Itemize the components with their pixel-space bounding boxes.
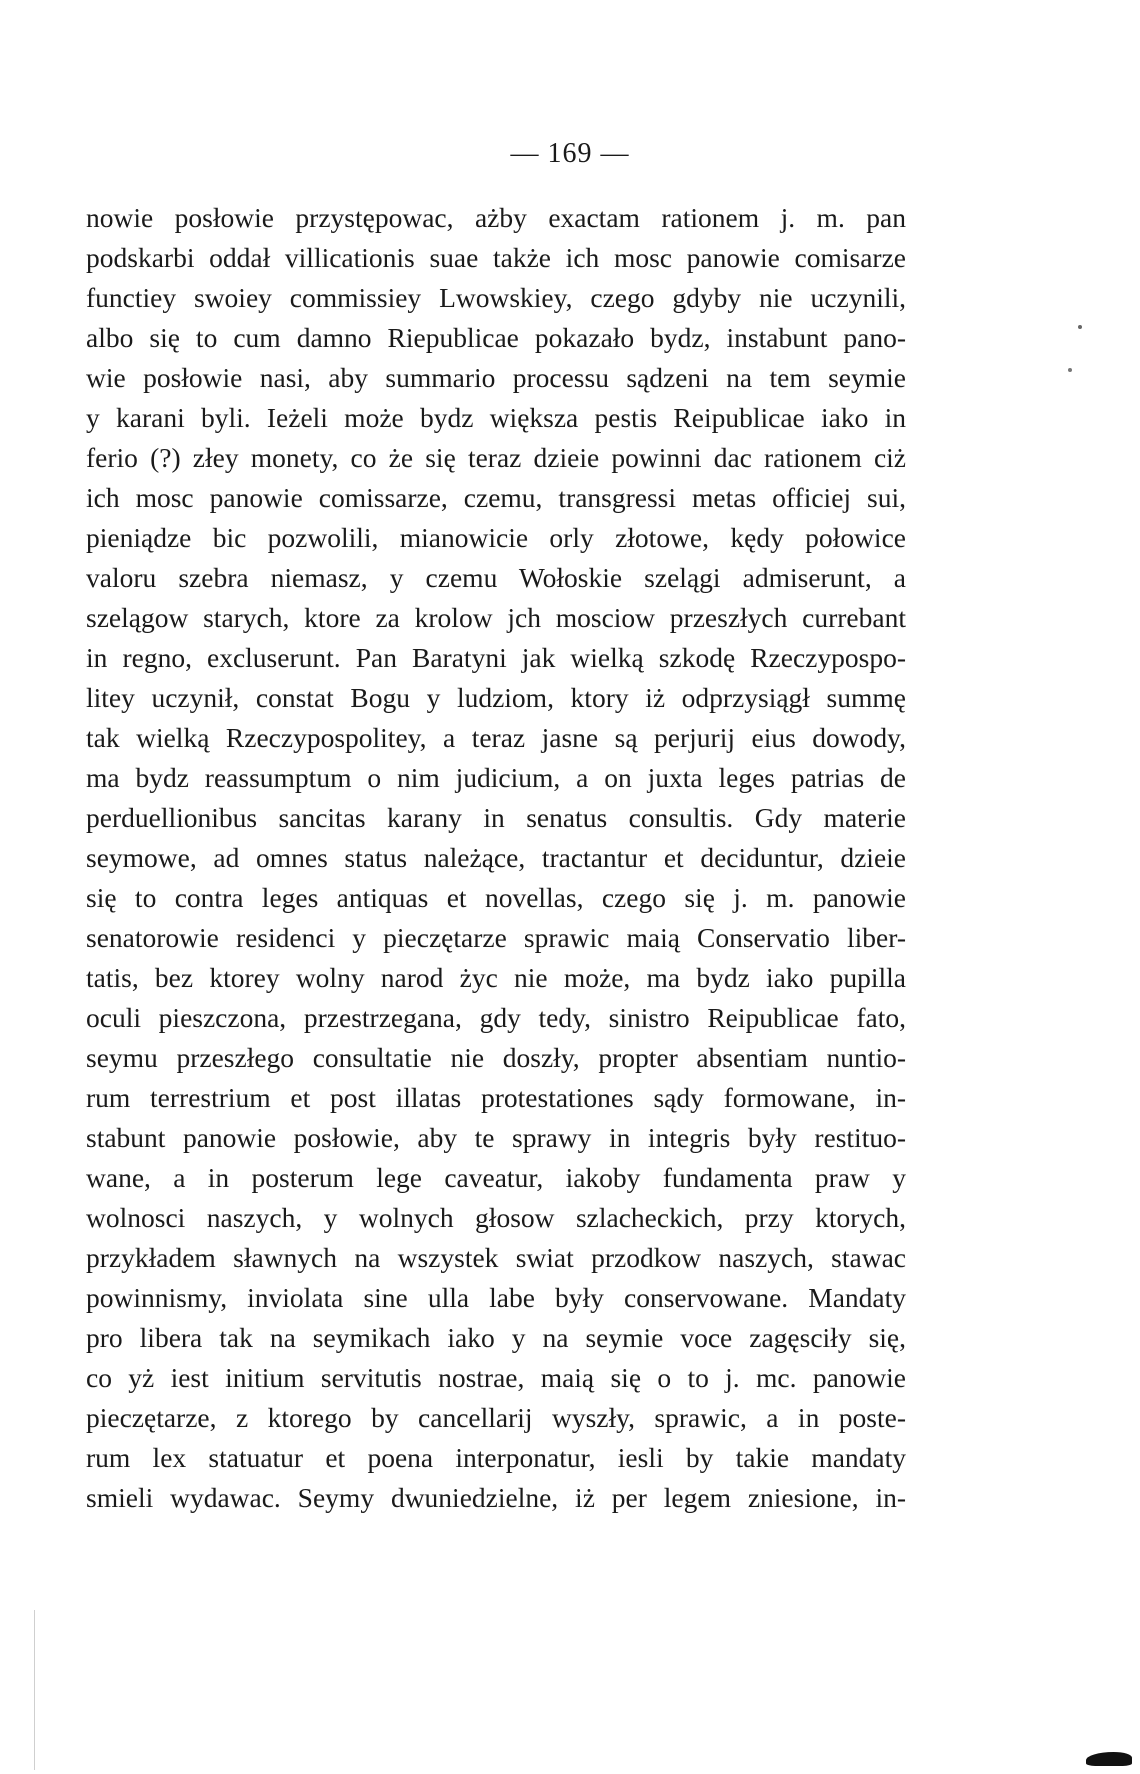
text-line: seymowe, ad omnes status należące, tractantur et deciduntur, dzieie [86,842,906,873]
text-line: senatorowie residenci y pieczętarze sprawic maią Conservatio liber- [86,922,906,953]
text-line: nowie posłowie przystępowac, ażby exactam rationem j. m. pan [86,202,906,233]
scan-edge-line [34,1610,35,1770]
text-line: wolnosci naszych, y wolnych głosow szlacheckich, przy ktorych, [86,1202,906,1233]
text-line: litey uczynił, constat Bogu y ludziom, ktory iż odprzysiągł summę [86,682,906,713]
speck-mark [1068,368,1072,372]
page-number: — 169 — [510,138,630,169]
text-line: ich mosc panowie comissarze, czemu, transgressi metas officiej sui, [86,482,906,513]
text-line: albo się to cum damno Riepublicae pokazało bydz, instabunt pano- [86,322,906,353]
text-line: wie posłowie nasi, aby summario processu sądzeni na tem seymie [86,362,906,393]
text-line: rum lex statuatur et poena interponatur, iesli by takie mandaty [86,1442,906,1473]
text-line: tak wielką Rzeczypospolitey, a teraz jasne są perjurij eius dowody, [86,722,906,753]
text-line: powinnismy, inviolata sine ulla labe były conservowane. Mandaty [86,1282,906,1313]
text-line: pieniądze bic pozwolili, mianowicie orly złotowe, kędy połowice [86,522,906,553]
text-line: się to contra leges antiquas et novellas, czego się j. m. panowie [86,882,906,913]
text-line: rum terrestrium et post illatas protestationes sądy formowane, in- [86,1082,906,1113]
text-line: pro libera tak na seymikach iako y na seymie voce zagęsciły się, [86,1322,906,1353]
text-line: seymu przeszłego consultatie nie doszły, propter absentiam nuntio- [86,1042,906,1073]
text-line: valoru szebra niemasz, y czemu Wołoskie szelągi admiserunt, a [86,562,906,593]
speck-mark [1078,325,1082,329]
text-line: y karani byli. Ieżeli może bydz większa pestis Reipublicae iako in [86,402,906,433]
text-line: co yż iest initium servitutis nostrae, maią się o to j. mc. panowie [86,1362,906,1393]
text-line: ferio (?) złey monety, co że się teraz dzieie powinni dac rationem ciż [86,442,906,473]
text-line: functiey swoiey commissiey Lwowskiey, czego gdyby nie uczynili, [86,282,906,313]
text-line: perduellionibus sancitas karany in senatus consultis. Gdy materie [86,802,906,833]
text-line: podskarbi oddał villicationis suae także ich mosc panowie comisarze [86,242,906,273]
text-line: wane, a in posterum lege caveatur, iakoby fundamenta praw y [86,1162,906,1193]
ink-blot [1086,1752,1132,1766]
body-text [86,198,906,1518]
text-line: in regno, excluserunt. Pan Baratyni jak wielką szkodę Rzeczypospo- [86,642,906,673]
text-line: przykładem sławnych na wszystek swiat przodkow naszych, stawac [86,1242,906,1273]
text-line: oculi pieszczona, przestrzegana, gdy tedy, sinistro Reipublicae fato, [86,1002,906,1033]
text-line: szelągow starych, ktore za krolow jch mosciow przeszłych currebant [86,602,906,633]
text-line: stabunt panowie posłowie, aby te sprawy in integris były restituo- [86,1122,906,1153]
text-line: smieli wydawac. Seymy dwuniedzielne, iż per legem zniesione, in- [86,1482,906,1513]
text-line: ma bydz reassumptum o nim judicium, a on juxta leges patrias de [86,762,906,793]
text-line: pieczętarze, z ktorego by cancellarij wyszły, sprawic, a in poste- [86,1402,906,1433]
text-line: tatis, bez ktorey wolny narod życ nie może, ma bydz iako pupilla [86,962,906,993]
